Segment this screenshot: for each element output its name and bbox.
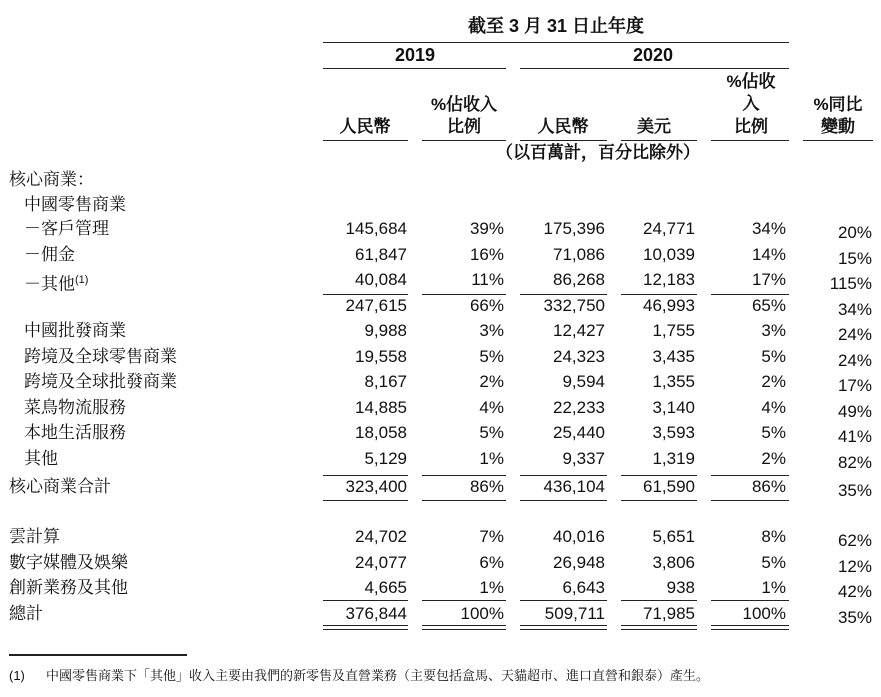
- footnote-marker: (1): [9, 668, 25, 683]
- col-header-pct-2020-line2: 入: [742, 94, 760, 113]
- row-label-text: 本地生活服務: [24, 423, 126, 442]
- footnote-text: 中國零售商業下「其他」收入主要由我們的新零售及直營業務（主要包括盒馬、天貓超市、進口直營和銀泰）產生。: [46, 668, 710, 683]
- subtotal-rule-rmb-2019: [323, 294, 408, 295]
- row-label-text: －客戶管理: [24, 219, 109, 238]
- cell-rmb-2019: 19,558: [355, 347, 407, 366]
- grand-total-double-pct-2020: [711, 625, 789, 630]
- cell-yoy: 49%: [837, 402, 872, 421]
- row-label-text: 核心商業合計: [9, 477, 111, 496]
- grand-total-rule-rmb-2019: [323, 600, 408, 601]
- col-header-rmb-2020: 人民幣: [537, 117, 589, 136]
- footnote-reference: (1): [75, 274, 89, 286]
- cell-usd-2020: 1,755: [652, 321, 695, 340]
- cell-usd-2020: 1,319: [652, 449, 695, 468]
- row-label: [9, 578, 128, 598]
- cell-usd-2020: 3,806: [652, 553, 695, 572]
- cell-yoy: 41%: [837, 427, 872, 446]
- cell-yoy: 82%: [837, 453, 872, 472]
- cell-pct-2020: 5%: [761, 347, 786, 366]
- cell-rmb-2019: 9,988: [364, 321, 407, 340]
- cell-rmb-2019: 145,684: [345, 219, 407, 238]
- col-header-usd-2020: 美元: [637, 117, 671, 136]
- cell-rmb-2019: 247,615: [345, 296, 407, 315]
- core-total-rule-rmb-2019: [323, 475, 408, 476]
- cell-pct-2019: 100%: [460, 604, 504, 623]
- section-china-retail: 中國零售商業: [24, 195, 126, 214]
- grand-total-double-usd-2020: [621, 625, 697, 630]
- cell-yoy: 42%: [837, 582, 872, 601]
- cell-pct-2019: 16%: [469, 245, 504, 264]
- cell-pct-2020: 1%: [761, 578, 786, 597]
- col-rule-pct-2020: [711, 140, 789, 141]
- cell-pct-2020: 2%: [761, 372, 786, 391]
- cell-pct-2020: 17%: [751, 270, 786, 289]
- cell-pct-2019: 5%: [479, 347, 504, 366]
- row-label: [24, 423, 126, 443]
- col-header-pct-2020-line3: 比例: [734, 117, 768, 136]
- row-label-text: 中國批發商業: [24, 321, 126, 340]
- cell-usd-2020: 5,651: [652, 527, 695, 546]
- cell-pct-2019: 4%: [479, 398, 504, 417]
- grand-total-double-rmb-2019: [323, 625, 408, 630]
- row-label-text: 總計: [9, 604, 43, 623]
- cell-rmb-2020: 175,396: [543, 219, 605, 238]
- row-label: [24, 321, 126, 341]
- cell-rmb-2020: 9,594: [562, 372, 605, 391]
- cell-pct-2020: 3%: [761, 321, 786, 340]
- cell-yoy: 20%: [837, 223, 872, 242]
- grand-total-rule-rmb-2020: [520, 600, 607, 601]
- col-rule-usd-2020: [621, 140, 697, 141]
- year-2020-heading: 2020: [632, 45, 674, 65]
- grand-total-double-rmb-2020: [520, 625, 607, 630]
- core-total-underline-pct-2019: [422, 500, 506, 501]
- row-label: [9, 527, 60, 547]
- cell-rmb-2019: 24,702: [355, 527, 407, 546]
- row-label: [24, 245, 75, 265]
- cell-rmb-2020: 24,323: [553, 347, 605, 366]
- cell-rmb-2019: 61,847: [355, 245, 407, 264]
- cell-rmb-2019: 8,167: [364, 372, 407, 391]
- cell-yoy: 24%: [837, 351, 872, 370]
- col-header-pct-2019-line1: %佔收入: [430, 95, 498, 114]
- core-total-rule-usd-2020: [621, 475, 697, 476]
- core-total-rule-pct-2020: [711, 475, 789, 476]
- cell-rmb-2019: 24,077: [355, 553, 407, 572]
- col-header-yoy-line2: 變動: [821, 117, 855, 136]
- row-label: [24, 449, 58, 469]
- cell-usd-2020: 24,771: [643, 219, 695, 238]
- cell-pct-2020: 4%: [761, 398, 786, 417]
- cell-rmb-2019: 4,665: [364, 578, 407, 597]
- cell-usd-2020: 3,435: [652, 347, 695, 366]
- cell-usd-2020: 3,140: [652, 398, 695, 417]
- cell-rmb-2020: 25,440: [553, 423, 605, 442]
- cell-pct-2020: 5%: [761, 553, 786, 572]
- year-2019-rule: [323, 68, 506, 69]
- row-label: [24, 219, 109, 239]
- cell-rmb-2019: 376,844: [345, 604, 407, 623]
- cell-pct-2020: 65%: [751, 296, 786, 315]
- grand-total-double-pct-2019: [422, 625, 506, 630]
- cell-rmb-2020: 26,948: [553, 553, 605, 572]
- row-label: [24, 270, 88, 295]
- grand-total-rule-pct-2020: [711, 600, 789, 601]
- cell-pct-2019: 1%: [479, 449, 504, 468]
- cell-usd-2020: 10,039: [643, 245, 695, 264]
- row-label-text: 跨境及全球批發商業: [24, 372, 177, 391]
- subtotal-rule-pct-2020: [711, 294, 789, 295]
- year-2019-heading: 2019: [394, 45, 436, 65]
- footnote-rule: [9, 654, 187, 656]
- cell-yoy: 115%: [829, 274, 872, 293]
- unit-note: （以百萬計，百分比除外）: [496, 143, 700, 162]
- cell-yoy: 24%: [837, 325, 872, 344]
- core-total-underline-usd-2020: [621, 500, 697, 501]
- row-label-text: 跨境及全球零售商業: [24, 347, 177, 366]
- cell-yoy: 35%: [837, 481, 872, 500]
- col-header-pct-2019-line2: 比例: [447, 117, 481, 136]
- col-rule-rmb-2019: [323, 140, 408, 141]
- year-2020-rule: [520, 68, 789, 69]
- cell-yoy: 62%: [837, 531, 872, 550]
- cell-yoy: 12%: [837, 557, 872, 576]
- cell-pct-2020: 2%: [761, 449, 786, 468]
- col-rule-pct-2019: [422, 140, 506, 141]
- row-label-text: 創新業務及其他: [9, 578, 128, 597]
- cell-pct-2019: 86%: [469, 477, 504, 496]
- col-rule-rmb-2020: [520, 140, 607, 141]
- row-label: [24, 347, 177, 367]
- row-label-text: 數字媒體及娛樂: [9, 553, 128, 572]
- row-label: [24, 398, 126, 418]
- period-heading: 截至 3 月 31 日止年度: [467, 16, 645, 36]
- cell-pct-2019: 1%: [479, 578, 504, 597]
- cell-pct-2019: 2%: [479, 372, 504, 391]
- cell-pct-2019: 7%: [479, 527, 504, 546]
- cell-pct-2019: 6%: [479, 553, 504, 572]
- row-label: [9, 553, 128, 573]
- core-total-rule-rmb-2020: [520, 475, 607, 476]
- subtotal-rule-pct-2019: [422, 294, 506, 295]
- cell-usd-2020: 1,355: [652, 372, 695, 391]
- cell-usd-2020: 61,590: [643, 477, 695, 496]
- cell-usd-2020: 938: [666, 578, 695, 597]
- grand-total-rule-usd-2020: [621, 600, 697, 601]
- cell-rmb-2019: 5,129: [364, 449, 407, 468]
- subtotal-rule-rmb-2020: [520, 294, 607, 295]
- col-header-pct-2020-line1: %佔收: [726, 72, 776, 91]
- row-label: [9, 604, 43, 624]
- subtotal-rule-usd-2020: [621, 294, 697, 295]
- cell-pct-2020: 86%: [751, 477, 786, 496]
- core-total-underline-rmb-2019: [323, 500, 408, 501]
- cell-yoy: 17%: [837, 376, 872, 395]
- cell-rmb-2019: 323,400: [345, 477, 407, 496]
- cell-pct-2019: 3%: [479, 321, 504, 340]
- cell-pct-2020: 8%: [761, 527, 786, 546]
- cell-usd-2020: 12,183: [643, 270, 695, 289]
- cell-rmb-2020: 332,750: [543, 296, 605, 315]
- cell-pct-2019: 66%: [469, 296, 504, 315]
- core-total-underline-rmb-2020: [520, 500, 607, 501]
- cell-yoy: 34%: [837, 300, 872, 319]
- cell-rmb-2019: 40,084: [355, 270, 407, 289]
- core-total-underline-pct-2020: [711, 500, 789, 501]
- col-rule-yoy: [803, 140, 873, 141]
- cell-pct-2020: 34%: [751, 219, 786, 238]
- cell-rmb-2019: 14,885: [355, 398, 407, 417]
- core-total-rule-pct-2019: [422, 475, 506, 476]
- header-rule-top: [323, 42, 789, 43]
- cell-rmb-2020: 436,104: [543, 477, 605, 496]
- cell-pct-2020: 5%: [761, 423, 786, 442]
- cell-pct-2019: 5%: [479, 423, 504, 442]
- cell-yoy: 15%: [837, 249, 872, 268]
- row-label-text: 其他: [24, 449, 58, 468]
- cell-rmb-2020: 40,016: [553, 527, 605, 546]
- row-label-text: －佣金: [24, 245, 75, 264]
- cell-usd-2020: 46,993: [643, 296, 695, 315]
- cell-pct-2020: 14%: [751, 245, 786, 264]
- cell-rmb-2020: 9,337: [562, 449, 605, 468]
- row-label-text: －其他: [24, 274, 75, 294]
- cell-pct-2020: 100%: [742, 604, 786, 623]
- cell-rmb-2020: 12,427: [553, 321, 605, 340]
- row-label: [24, 372, 177, 392]
- cell-rmb-2020: 509,711: [544, 604, 605, 623]
- cell-rmb-2020: 22,233: [553, 398, 605, 417]
- cell-rmb-2020: 6,643: [562, 578, 605, 597]
- row-label-text: 雲計算: [9, 527, 60, 546]
- col-header-yoy-line1: %同比: [813, 95, 863, 114]
- cell-pct-2019: 11%: [471, 270, 504, 289]
- col-header-rmb-2019: 人民幣: [339, 117, 391, 136]
- cell-pct-2019: 39%: [469, 219, 504, 238]
- grand-total-rule-pct-2019: [422, 600, 506, 601]
- cell-rmb-2020: 71,086: [553, 245, 605, 264]
- cell-usd-2020: 71,985: [643, 604, 695, 623]
- cell-rmb-2020: 86,268: [553, 270, 605, 289]
- cell-usd-2020: 3,593: [652, 423, 695, 442]
- row-label: [9, 477, 111, 497]
- row-label-text: 菜鳥物流服務: [24, 398, 126, 417]
- section-core-commerce: 核心商業：: [9, 170, 94, 189]
- cell-rmb-2019: 18,058: [355, 423, 407, 442]
- cell-yoy: 35%: [837, 608, 872, 627]
